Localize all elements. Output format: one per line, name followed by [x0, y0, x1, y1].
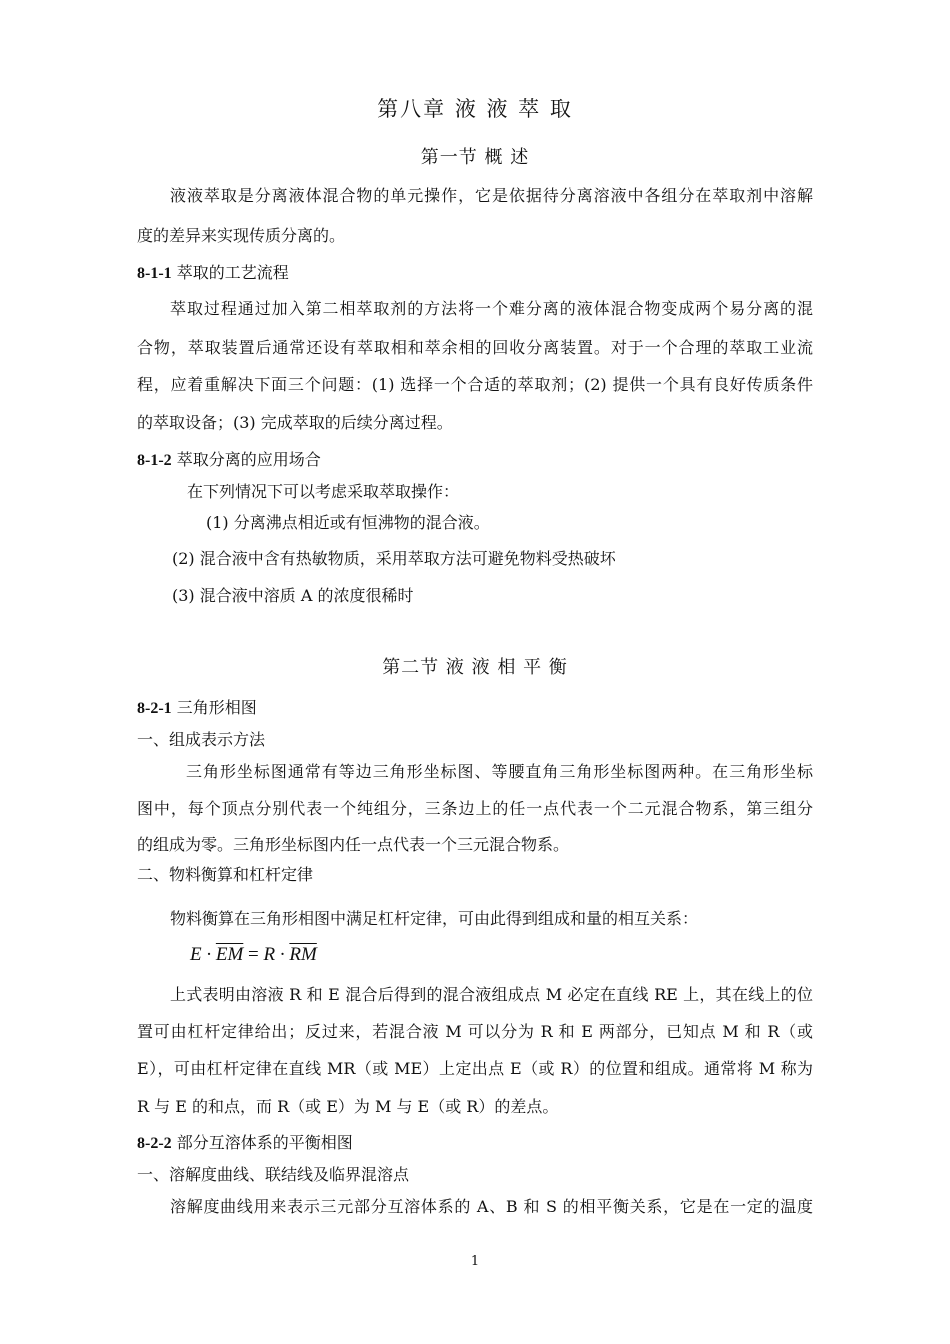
formula-equals: = [248, 944, 259, 965]
formula-lhs-coefficient: E · [190, 944, 212, 965]
subsection-8-1-1-heading [137, 262, 289, 285]
cases-intro: 在下列情况下可以考虑采取萃取操作： [187, 482, 460, 501]
subsection-number: 8-2-2 [137, 1135, 172, 1152]
lever-paragraph-line-3: E），可由杠杆定律在直线 MR（或 ME）上定出点 E（或 R）的位置和组成。通常将 M 称为 [137, 1059, 813, 1078]
case-item-2: (2) 混合液中含有热敏物质，采用萃取方法可避免物料受热破坏 [172, 549, 616, 568]
process-paragraph-line-4: 的萃取设备；(3) 完成萃取的后续分离过程。 [137, 413, 453, 432]
subsection-number: 8-2-1 [137, 700, 172, 717]
subsection-8-2-2-heading [137, 1132, 353, 1155]
subsection-8-2-1-heading [137, 697, 257, 720]
intro-paragraph-line-1: 液液萃取是分离液体混合物的单元操作，它是依据待分离溶液中各组分在萃取剂中溶解 [170, 186, 813, 205]
lever-paragraph-line-2: 置可由杠杆定律给出；反过来，若混合液 M 可以分为 R 和 E 两部分，已知点 M 和 R（或 [137, 1022, 813, 1041]
section-2-title: 第二节 液 液 相 平 衡 [382, 657, 568, 678]
heading-lever-rule: 二、物料衡算和杠杆定律 [137, 865, 314, 884]
process-paragraph-line-1: 萃取过程通过加入第二相萃取剂的方法将一个难分离的液体混合物变成两个易分离的混 [170, 299, 813, 318]
intro-paragraph-line-2: 度的差异来实现传质分离的。 [137, 226, 346, 245]
page-number: 1 [470, 1254, 480, 1269]
process-paragraph-line-3: 程，应着重解决下面三个问题：(1) 选择一个合适的萃取剂；(2) 提供一个具有良好传质条件 [137, 375, 813, 394]
subsection-number: 8-1-2 [137, 452, 172, 469]
formula-lhs-segment: $\overline{EM}$ [215, 944, 244, 965]
lever-rule-formula [190, 944, 317, 966]
subsection-title: 萃取的工艺流程 [176, 263, 289, 282]
formula-rhs-coefficient: R · [263, 944, 285, 965]
subsection-number: 8-1-1 [137, 265, 172, 282]
triangle-paragraph-line-3: 的组成为零。三角形坐标图内任一点代表一个三元混合物系。 [137, 835, 570, 854]
subsection-title: 部分互溶体系的平衡相图 [176, 1133, 353, 1152]
process-paragraph-line-2: 合物，萃取装置后通常还设有萃取相和萃余相的回收分离装置。对于一个合理的萃取工业流 [137, 338, 813, 357]
triangle-paragraph-line-1: 三角形坐标图通常有等边三角形坐标图、等腰直角三角形坐标图两种。在三角形坐标 [186, 762, 813, 781]
triangle-paragraph-line-2: 图中，每个顶点分别代表一个纯组分，三条边上的任一点代表一个二元混合物系，第三组分 [137, 799, 813, 818]
case-item-1: (1) 分离沸点相近或有恒沸物的混合液。 [206, 513, 490, 532]
lever-intro: 物料衡算在三角形相图中满足杠杆定律，可由此得到组成和量的相互关系： [170, 909, 699, 928]
chapter-title: 第八章 液 液 萃 取 [377, 97, 573, 121]
heading-composition-method: 一、组成表示方法 [137, 730, 266, 749]
formula-rhs-segment: $\overline{RM}$ [289, 944, 317, 965]
lever-paragraph-line-1: 上式表明由溶液 R 和 E 混合后得到的混合液组成点 M 必定在直线 RE 上，其在线上的位 [170, 985, 813, 1004]
section-1-title: 第一节 概 述 [420, 147, 530, 168]
lever-paragraph-line-4: R 与 E 的和点，而 R（或 E）为 M 与 E（或 R）的差点。 [137, 1097, 559, 1116]
solubility-paragraph-line-1: 溶解度曲线用来表示三元部分互溶体系的 A、B 和 S 的相平衡关系，它是在一定的温度 [170, 1197, 813, 1216]
heading-solubility-curve: 一、溶解度曲线、联结线及临界混溶点 [137, 1165, 410, 1184]
subsection-8-1-2-heading [137, 449, 321, 472]
case-item-3: (3) 混合液中溶质 A 的浓度很稀时 [172, 586, 414, 605]
subsection-title: 萃取分离的应用场合 [176, 450, 321, 469]
subsection-title: 三角形相图 [176, 698, 257, 717]
